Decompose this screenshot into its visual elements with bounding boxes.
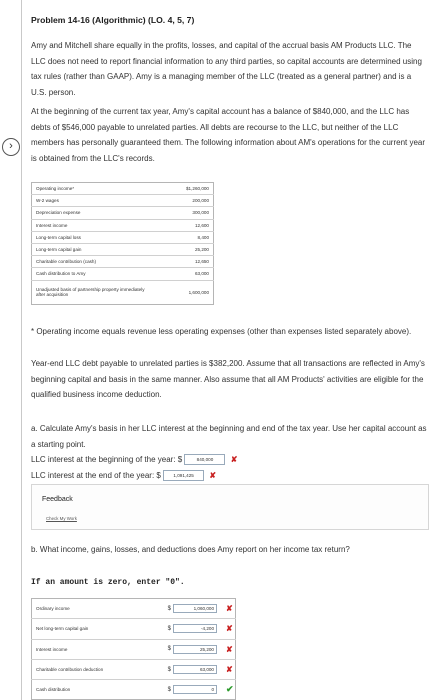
- records-value: 12,600: [157, 219, 214, 231]
- incorrect-icon: ✘: [209, 471, 217, 480]
- check-my-work-link[interactable]: Check My Work: [46, 516, 77, 521]
- context-paragraph: At the beginning of the current tax year, Amy's capital account has a balance of $840,000, and the LLC has debts of $546,000 payable to unrelated parties. All debts are recourse to the LLC, but neither of the LLC members has personally guaranteed them. The following information about AM's operations for the current year is obtained from the LLC's records.: [31, 107, 426, 163]
- feedback-panel: [31, 484, 429, 530]
- zero-instruction: If an amount is zero, enter "0".: [31, 578, 185, 587]
- records-value: $1,260,000: [186, 186, 209, 192]
- records-row: [32, 195, 214, 207]
- part-b-question: b. What income, gains, losses, and deductions does Amy report on her income tax return?: [31, 545, 350, 554]
- end-basis-input[interactable]: 1,091,425: [163, 470, 204, 481]
- begin-basis-input[interactable]: 840,000: [184, 454, 225, 465]
- records-value: 8,400: [157, 231, 214, 243]
- report-mark-cell: [223, 619, 236, 639]
- report-label: Cash distribution: [32, 680, 166, 700]
- report-label: Net long-term capital gain: [32, 619, 166, 639]
- records-value: 300,000: [157, 207, 214, 219]
- report-cell: [171, 659, 223, 679]
- records-label: Charitable contribution (cash): [32, 256, 158, 268]
- report-row: [32, 619, 236, 639]
- expand-arrow-icon[interactable]: ›: [2, 138, 20, 156]
- dollar-sign: $: [165, 639, 171, 659]
- records-label: W-2 wages: [32, 195, 158, 207]
- intro-paragraph: Amy and Mitchell share equally in the profits, losses, and capital of the accrual basis AM Products LLC. The LLC does not need to report financial information to any third parties, so capital accounts are determined using tax rules (rather than GAAP). Amy is a managing member of the LLC (treated as a general partner) and is a U.S. person.: [31, 41, 422, 97]
- records-value: 63,000: [157, 268, 214, 280]
- incorrect-icon: ✘: [226, 644, 233, 654]
- income-report-table: [31, 598, 236, 700]
- report-cell: [171, 680, 223, 700]
- report-label: Ordinary income: [36, 606, 70, 612]
- problem-title: Problem 14-16 (Algorithmic) (LO. 4, 5, 7): [31, 15, 195, 25]
- records-value: 12,650: [157, 256, 214, 268]
- records-row: [32, 231, 214, 243]
- incorrect-icon: ✘: [226, 604, 233, 614]
- records-row: [32, 268, 214, 280]
- problem-page: [21, 0, 434, 700]
- correct-icon: ✔: [226, 684, 234, 695]
- records-value: 200,000: [157, 195, 214, 207]
- records-label: Interest income: [32, 219, 158, 231]
- incorrect-icon: ✘: [226, 665, 233, 675]
- year-end-paragraph: Year-end LLC debt payable to unrelated parties is $382,200. Assume that all transactions are reflected in Amy's beginning capital and basis in the same manner. Also assume that all AM Products' activities are eligible for the qualified business income deduction.: [31, 359, 425, 400]
- incorrect-icon: ✘: [226, 624, 233, 634]
- report-mark-cell: [223, 680, 236, 700]
- report-row: [32, 659, 236, 679]
- records-label: Operating income*: [36, 186, 75, 192]
- records-row: [32, 207, 214, 219]
- records-label: Depreciation expense: [32, 207, 158, 219]
- report-row: [32, 639, 236, 659]
- dollar-sign: $: [165, 659, 171, 679]
- report-label: Interest income: [32, 639, 166, 659]
- report-input[interactable]: 63,000: [173, 665, 217, 674]
- records-table: [31, 182, 214, 305]
- report-mark-cell: [223, 599, 236, 619]
- records-value: 25,200: [157, 243, 214, 255]
- report-input[interactable]: 1,060,000: [173, 604, 217, 613]
- records-row: [32, 183, 214, 195]
- report-label: Charitable contribution deduction: [32, 659, 166, 679]
- feedback-title: Feedback: [42, 496, 73, 503]
- incorrect-icon: ✘: [230, 455, 238, 464]
- report-cell: [171, 599, 223, 619]
- report-mark-cell: [223, 639, 236, 659]
- part-a-question: a. Calculate Amy's basis in her LLC interest at the beginning and end of the tax year. Use her capital account as a starting point.: [31, 424, 427, 449]
- records-label: Long-term capital loss: [32, 231, 158, 243]
- dollar-sign: $: [167, 605, 171, 612]
- end-basis-row: [31, 468, 427, 484]
- report-cell: [171, 619, 223, 639]
- records-label: Unadjusted basis of partnership property immediately after acquisition: [32, 280, 158, 304]
- records-row: [32, 280, 214, 304]
- records-row: [32, 219, 214, 231]
- report-row: [32, 599, 236, 619]
- dollar-sign: $: [165, 680, 171, 700]
- records-row: [32, 256, 214, 268]
- report-cell: [171, 639, 223, 659]
- dollar-sign: $: [165, 619, 171, 639]
- records-label: Long-term capital gain: [32, 243, 158, 255]
- footnote: * Operating income equals revenue less operating expenses (other than expenses listed separately above).: [31, 327, 412, 336]
- begin-basis-row: [31, 452, 427, 468]
- begin-basis-label: LLC interest at the beginning of the year: $: [31, 455, 183, 464]
- records-row: [32, 243, 214, 255]
- report-mark-cell: [223, 659, 236, 679]
- report-row: [32, 680, 236, 700]
- end-basis-label: LLC interest at the end of the year: $: [31, 471, 161, 480]
- records-label: Cash distribution to Amy: [32, 268, 158, 280]
- report-input[interactable]: 25,200: [173, 645, 217, 654]
- records-value: 1,600,000: [157, 280, 214, 304]
- report-input[interactable]: 0: [173, 685, 217, 694]
- report-input[interactable]: -4,200: [173, 624, 217, 633]
